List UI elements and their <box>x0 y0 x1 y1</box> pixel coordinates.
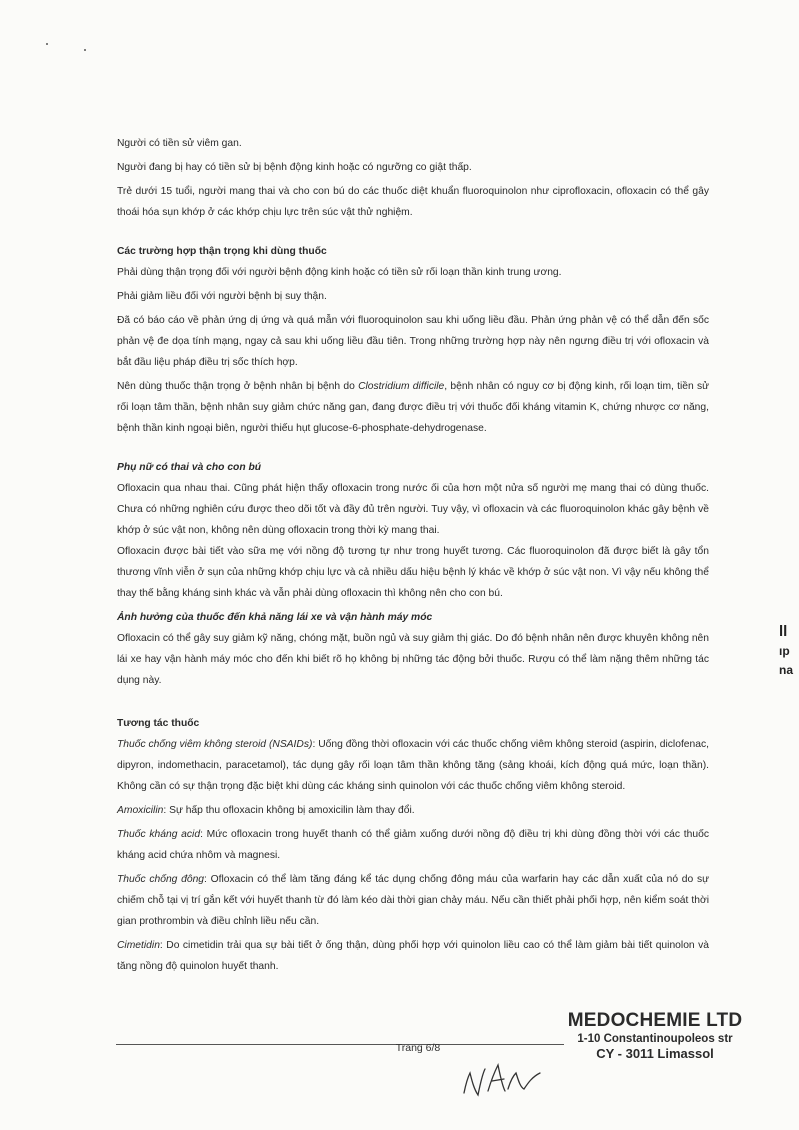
scan-speck <box>84 49 86 51</box>
interaction-text: : Mức ofloxacin trong huyết thanh có thể giảm xuống dưới nồng độ điều trị khi dùng đồng thời với các thuốc kháng acid chứa nhôm và magnesi. <box>117 829 709 861</box>
handwritten-signature <box>458 1055 558 1105</box>
page-number: Trang 6/8 <box>395 1042 441 1054</box>
section-heading-driving: Ảnh hưởng của thuốc đến khả năng lái xe và vận hành máy móc <box>117 612 433 623</box>
edge-fragment: ıp <box>779 644 790 658</box>
section-heading-caution: Các trường hợp thận trọng khi dùng thuốc <box>117 246 327 257</box>
stamp-street: 1-10 Constantinoupoleos str <box>577 1033 733 1045</box>
section-heading-interactions: Tương tác thuốc <box>117 718 200 729</box>
edge-fragment: na <box>779 663 794 677</box>
document-body <box>117 133 709 977</box>
interaction-label: Thuốc kháng acid <box>117 829 201 840</box>
paragraph: Phải giảm liều đối với người bệnh bị suy thận. <box>117 291 327 302</box>
paragraph: Người có tiền sử viêm gan. <box>117 138 242 149</box>
text-run: Nên dùng thuốc thận trọng ở bệnh nhân bị bệnh do <box>117 381 359 392</box>
paragraph: Trẻ dưới 15 tuổi, người mang thai và cho con bú do các thuốc diệt khuẩn fluoroquinolon như ciprofloxacin, ofloxacin có thể gây thoái hóa sụn khớp ở các khớp chịu lực trên súc vật thử nghiệm. <box>117 186 709 218</box>
paragraph: Phải dùng thận trọng đối với người bệnh động kinh hoặc có tiền sử rối loạn thần kinh trung ương. <box>117 267 562 278</box>
paragraph: Ofloxacin có thể gây suy giảm kỹ năng, chóng mặt, buồn ngủ và suy giảm thị giác. Do đó bệnh nhân nên được khuyên không nên lái xe hay vận hành máy móc cho đến khi biết rõ họ không bị những tác động bởi thuốc. Rượu có thể làm nặng thêm những tác dụng này. <box>117 633 709 686</box>
interaction-text: : Sự hấp thu ofloxacin không bị amoxicilin làm thay đổi. <box>163 805 415 816</box>
interaction-label: Cimetidin <box>117 940 160 951</box>
company-stamp <box>566 1010 744 1062</box>
edge-fragment: ll <box>779 623 788 640</box>
organism-name: Clostridium difficile <box>358 381 445 392</box>
interaction-entry <box>117 869 709 932</box>
footer-rule <box>116 1044 564 1045</box>
interaction-text: : Uống đồng thời ofloxacin với các thuốc chống viêm không steroid (aspirin, diclofenac, dipyron, indomethacin, paracetamol), tác dụng gây rối loạn tâm thần không tăng (sảng khoái, kích động quá mức, loạn thần). Không cần có sự thận trọng đặc biệt khi dùng các kháng sinh quinolon với các thuốc chống viêm không steroid. <box>117 739 709 792</box>
paragraph: Ofloxacin được bài tiết vào sữa mẹ với nồng độ tương tự như trong huyết tương. Các fluoroquinolon đã được biết là gây tổn thương vĩnh viễn ở sụn của những khớp chịu lực và cả nhiều dấu hiệu bệnh lý khác về khớp ở súc vật non. Vì vậy nếu không thể thay thế bằng kháng sinh khác và vẫn phải dùng ofloxacin thì không nên cho con bú. <box>117 546 709 599</box>
interaction-entry <box>117 734 709 797</box>
interaction-label: Amoxicilin <box>117 805 164 816</box>
text-run: , bệnh nhân có nguy cơ bị động kinh, rối loạn tim, tiền sử rối loạn tâm thần, bệnh nhân suy giảm chức năng gan, đang được điều trị với thuốc đối kháng vitamin K, chứng nhược cơ năng, bệnh thần kinh ngoại biên, người thiếu hụt glucose-6-phosphate-dehydrogenase. <box>117 381 710 434</box>
section-heading-pregnancy: Phụ nữ có thai và cho con bú <box>117 462 262 473</box>
paragraph: Ofloxacin qua nhau thai. Cũng phát hiện thấy ofloxacin trong nước ối của hơn một nửa số người mẹ mang thai có dùng thuốc. Chưa có những nghiên cứu được theo dõi tốt và đầy đủ trên người. Tuy vậy, vì ofloxacin và các fluoroquinolon khác gây bệnh về khớp ở súc vật non, không nên dùng ofloxacin trong thời kỳ mang thai. <box>117 483 709 536</box>
paragraph: Đã có báo cáo về phản ứng dị ứng và quá mẫn với fluoroquinolon sau khi uống liều đầu. Phản ứng phản vệ có thể dẫn đến sốc phản vệ đe dọa tính mạng, ngay cả sau khi uống liều đầu tiên. Trong những trường hợp này nên ngưng điều trị với ofloxacin và bắt đầu liệu pháp điều trị sốc thích hợp. <box>117 315 709 368</box>
stamp-city: CY - 3011 Limassol <box>596 1046 714 1061</box>
interaction-entry <box>117 800 709 821</box>
interaction-entry <box>117 824 709 866</box>
interaction-entry <box>117 935 709 977</box>
stamp-company-name: MEDOCHEMIE LTD <box>567 1010 743 1031</box>
interaction-label: Thuốc chống viêm không steroid (NSAIDs) <box>117 739 313 750</box>
interaction-text: : Do cimetidin trải qua sự bài tiết ở ống thận, dùng phối hợp với quinolon liều cao có thể làm giảm bài tiết quinolon và tăng nồng độ quinolon huyết thanh. <box>117 940 709 972</box>
paragraph: Người đang bị hay có tiền sử bị bệnh động kinh hoặc có ngưỡng co giật thấp. <box>117 162 472 173</box>
interaction-text: : Ofloxacin có thể làm tăng đáng kể tác dụng chống đông máu của warfarin hay các dẫn xuất của nó do sự chiếm chỗ tại vị trí gắn kết với huyết thanh từ đó làm kéo dài thời gian chảy máu. Nếu cần thiết phải phối hợp, nên kiểm soát thời gian prothrombin và điều chỉnh liều nếu cần. <box>117 874 709 927</box>
interaction-label: Thuốc chống đông <box>117 874 205 885</box>
paragraph <box>117 376 709 439</box>
scan-speck <box>46 43 48 45</box>
